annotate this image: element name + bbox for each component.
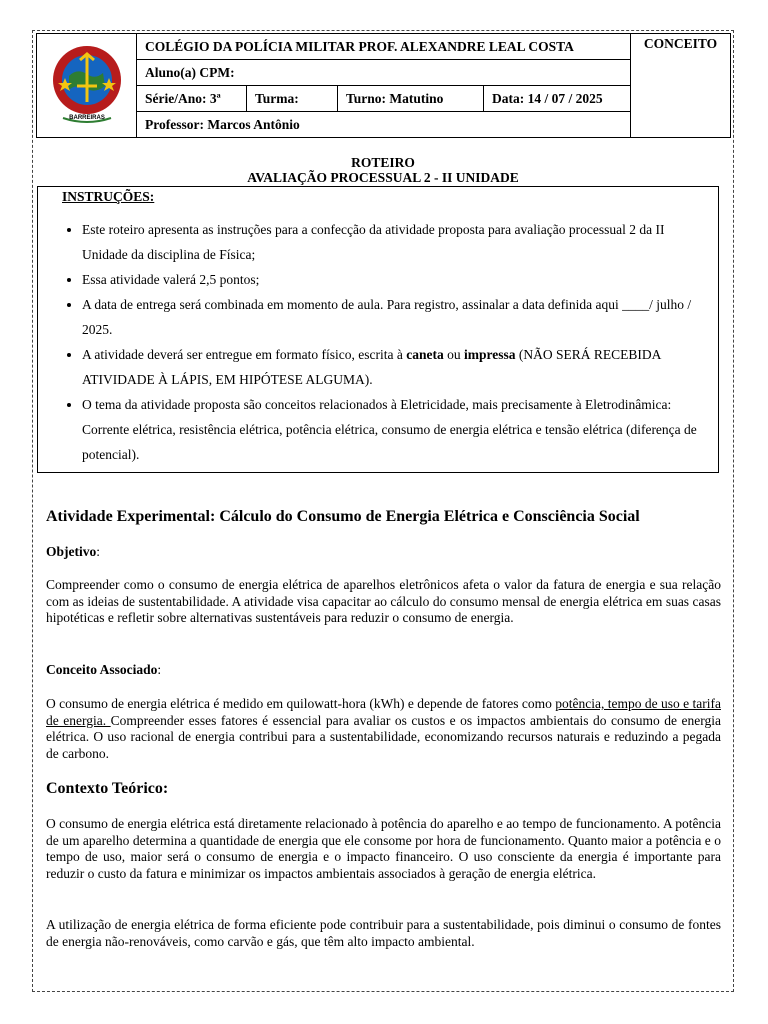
- activity-title-block: [46, 508, 721, 526]
- header-table: [36, 33, 731, 138]
- instruction-item: • Essa atividade valerá 2,5 pontos;: [82, 267, 708, 292]
- instruction-text: (NÃO SERÁ RECEBIDA ATIVIDADE À LÁPIS, EM HIPÓTESE ALGUMA).: [82, 347, 661, 387]
- instructions-list: [38, 217, 708, 467]
- series-field: Série/Ano: 3ª: [137, 86, 247, 112]
- title-line-1: ROTEIRO: [351, 155, 415, 170]
- context-title-block: [46, 780, 721, 798]
- concept-underlined: potência, tempo de uso e tarifa de energia.: [46, 696, 721, 728]
- class-field[interactable]: Turma:: [247, 86, 338, 112]
- context-paragraph-2: A utilização de energia elétrica de forma eficiente pode contribuir para a sustentabilidade, pois diminui o consumo de fontes de energia não-renováveis, como carvão e gás, que têm alto impacto ambiental.: [46, 917, 721, 949]
- student-field[interactable]: Aluno(a) CPM:: [137, 60, 631, 86]
- objective-block: [46, 577, 721, 627]
- context-para-1-block: [46, 816, 721, 882]
- concept-text: O consumo de energia elétrica é medido em quilowatt-hora (kWh) e depende de fatores como potência, tempo de uso e tarifa de energia. Compreender esses fatores é essencial para avaliar os custos e os impactos ambientais do consumo de energia elétrica. O uso racional de energia contribui para a sustentabilidade, economizando recursos naturais e reduzindo a pegada de carbono.: [46, 696, 721, 761]
- logo-caption: BARREIRAS: [68, 114, 105, 121]
- instruction-item: [82, 342, 708, 392]
- instruction-text: A atividade deverá ser entregue em formato físico, escrita à: [82, 347, 407, 362]
- shift-field: Turno: Matutino: [338, 86, 484, 112]
- objective-text: Compreender como o consumo de energia elétrica de aparelhos eletrônicos afeta o valor da fatura de energia e sua relação com as ideias de sustentabilidade. A atividade visa capacitar ao cálculo do consumo mensal de energia elétrica em suas casas hipotéticas e refletir sobre alternativas sustentáveis para reduzir o consumo de energia.: [46, 577, 721, 625]
- context-title: Contexto Teórico:: [46, 780, 169, 797]
- instruction-text: ou: [443, 347, 464, 362]
- concept-label: Conceito Associado:: [46, 662, 162, 677]
- concept-block: [46, 696, 721, 762]
- instruction-emphasis: impressa: [463, 347, 516, 362]
- context-paragraph-1: O consumo de energia elétrica está diretamente relacionado à potência do aparelho e ao tempo de funcionamento. A potência de um aparelho determina a quantidade de energia que ele consome por hora de funcionamento. Quanto maior a potência e o tempo de uso, maior será o consumo de energia e o impacto financeiro. O uso consciente da energia é importante para reduzir o custo da fatura e minimizar os impactos ambientais associados à geração de energia elétrica.: [46, 816, 721, 881]
- instruction-item: • O tema da atividade proposta são conceitos relacionados à Eletricidade, mais precisamente à Eletrodinâmica: Corrente elétrica, resistência elétrica, potência elétrica, consumo de energia elétrica e tensão elétrica (diferença de potencial).: [82, 392, 708, 467]
- document-title: [36, 155, 730, 185]
- logo-cell: [37, 34, 137, 138]
- objective-label-block: [46, 544, 721, 560]
- instruction-emphasis: caneta: [406, 347, 444, 362]
- teacher-field: Professor: Marcos Antônio: [137, 112, 631, 138]
- activity-title: Atividade Experimental: Cálculo do Consumo de Energia Elétrica e Consciência Social: [46, 508, 640, 525]
- instructions-heading: INSTRUÇÕES:: [62, 189, 155, 204]
- concept-label-block: [46, 662, 721, 678]
- school-name: COLÉGIO DA POLÍCIA MILITAR PROF. ALEXANDRE LEAL COSTA: [137, 34, 631, 60]
- title-line-2: AVALIAÇÃO PROCESSUAL 2 - II UNIDADE: [247, 170, 519, 185]
- date-field: Data: 14 / 07 / 2025: [484, 86, 631, 112]
- context-para-2-block: [46, 917, 721, 950]
- instructions-box: [37, 186, 719, 473]
- instruction-item: • Este roteiro apresenta as instruções para a confecção da atividade proposta para avaliação processual 2 da II Unidade da disciplina de Física;: [82, 217, 708, 267]
- objective-label: Objetivo:: [46, 544, 101, 559]
- instruction-item: • A data de entrega será combinada em momento de aula. Para registro, assinalar a data definida aqui ____/ julho / 2025.: [82, 292, 708, 342]
- school-logo: [47, 40, 127, 128]
- concept-label: CONCEITO: [631, 34, 731, 138]
